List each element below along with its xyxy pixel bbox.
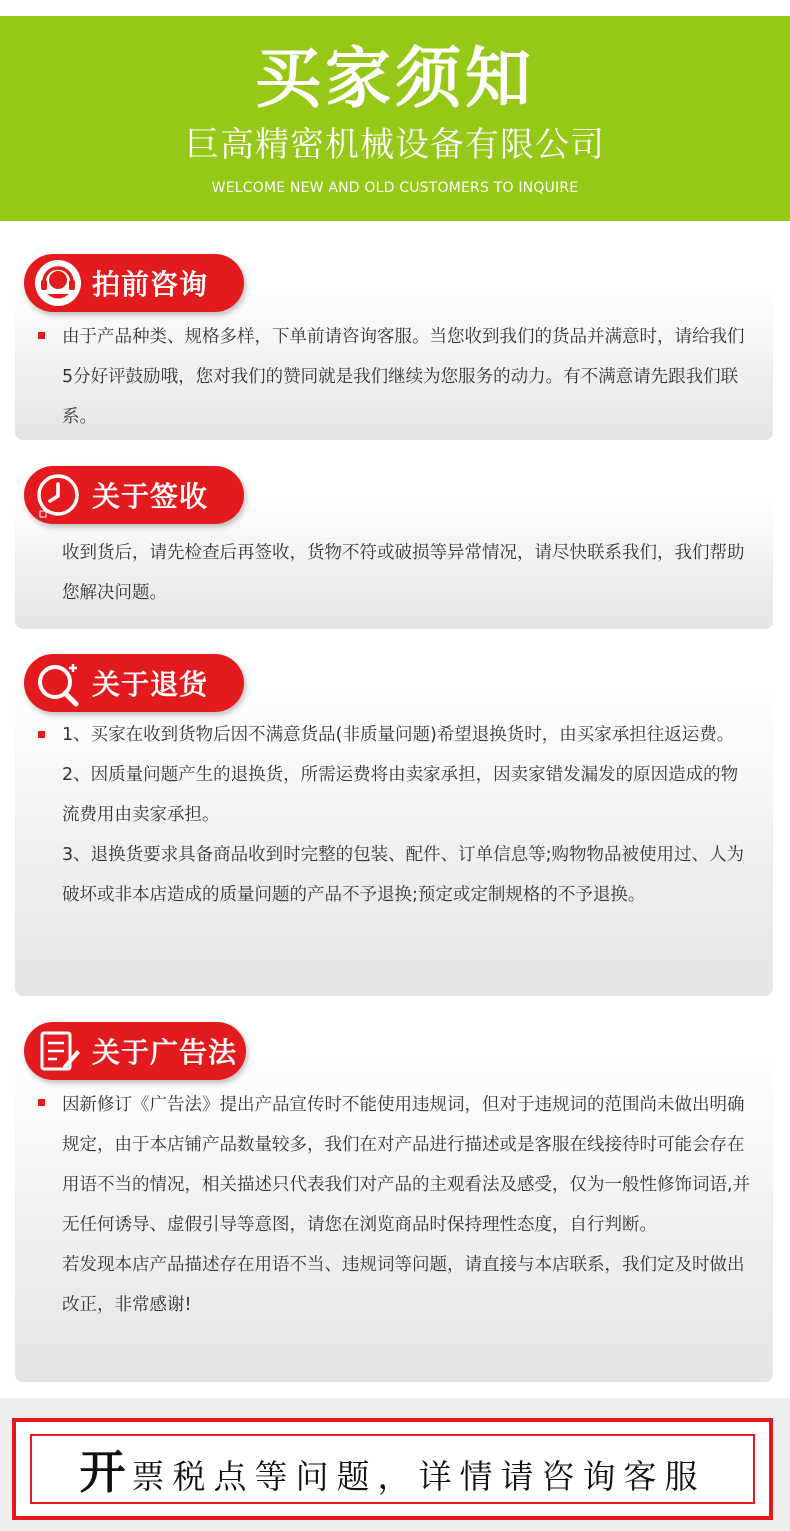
footer-notice: [12, 1418, 773, 1520]
footer-inner-frame: [30, 1434, 755, 1504]
section-heading: 关于退货: [92, 668, 209, 701]
section-heading-pill: [24, 254, 244, 312]
paragraph: 因新修订《广告法》提出产品宣传时不能使用违规词，但对于违规词的范围尚未做出明确规定，由于本店铺产品数量较多，我们在对产品进行描述或是客服在线接待时可能会存在用语不当的情况，相关描述只代表我们对产品的主观看法及感受，仅为一般性修饰词语,并无任何诱导、虚假引导等意图，请您在浏览商品时保持理性态度，自行判断。: [62, 1095, 751, 1235]
footer-lead-char: 开: [79, 1445, 132, 1499]
paragraph: 2、因质量问题产生的退换货，所需运费将由卖家承担，因卖家错发漏发的原因造成的物流费用由卖家承担。: [62, 765, 739, 825]
section-heading-pill: [24, 654, 244, 712]
section-heading-pill: [24, 466, 244, 524]
footer-text: [80, 1436, 706, 1502]
bullet-marker: [38, 332, 45, 339]
paragraph: 3、退换货要求具备商品收到时完整的包装、配件、订单信息等;购物物品被使用过、人为破坏或非本店造成的质量问题的产品不予退换;预定或定制规格的不予退换。: [62, 845, 745, 905]
page-title: 买家须知: [255, 40, 535, 117]
section-text: 由于产品种类、规格多样，下单前请咨询客服。当您收到我们的货品并满意时，请给我们5分好评鼓励哦，您对我们的赞同就是我们继续为您服务的动力。有不满意请先跟我们联系。: [62, 327, 745, 427]
section-heading-pill: [24, 1022, 246, 1080]
bullet-marker: [38, 731, 45, 738]
company-name: 巨高精密机械设备有限公司: [185, 125, 605, 165]
paragraph: 若发现本店产品描述存在用语不当、违规词等问题，请直接与本店联系，我们定及时做出改正，非常感谢!: [62, 1255, 745, 1315]
footer-rest: 票税点等问题，详情请咨询客服: [131, 1457, 706, 1496]
section-heading: 拍前咨询: [92, 268, 209, 301]
section-text: [62, 715, 752, 915]
section-text: 收到货后，请先检查后再签收，货物不符或破损等异常情况，请尽快联系我们，我们帮助您解决问题。: [62, 543, 745, 603]
magnifier-icon: [30, 654, 86, 712]
section-text: [62, 1085, 752, 1325]
document-edit-icon: [30, 1022, 86, 1080]
paragraph: 1、买家在收到货物后因不满意货品(非质量问题)希望退换货时，由买家承担往返运费。: [62, 725, 735, 745]
section-heading: 关于签收: [92, 480, 209, 513]
header-banner: [0, 16, 790, 221]
headset-icon: [30, 254, 86, 312]
bullet-marker: [38, 1099, 45, 1106]
section-heading: 关于广告法: [92, 1036, 238, 1069]
tagline: WELCOME NEW AND OLD CUSTOMERS TO INQUIRE: [211, 180, 579, 196]
clock-icon: [30, 466, 86, 524]
